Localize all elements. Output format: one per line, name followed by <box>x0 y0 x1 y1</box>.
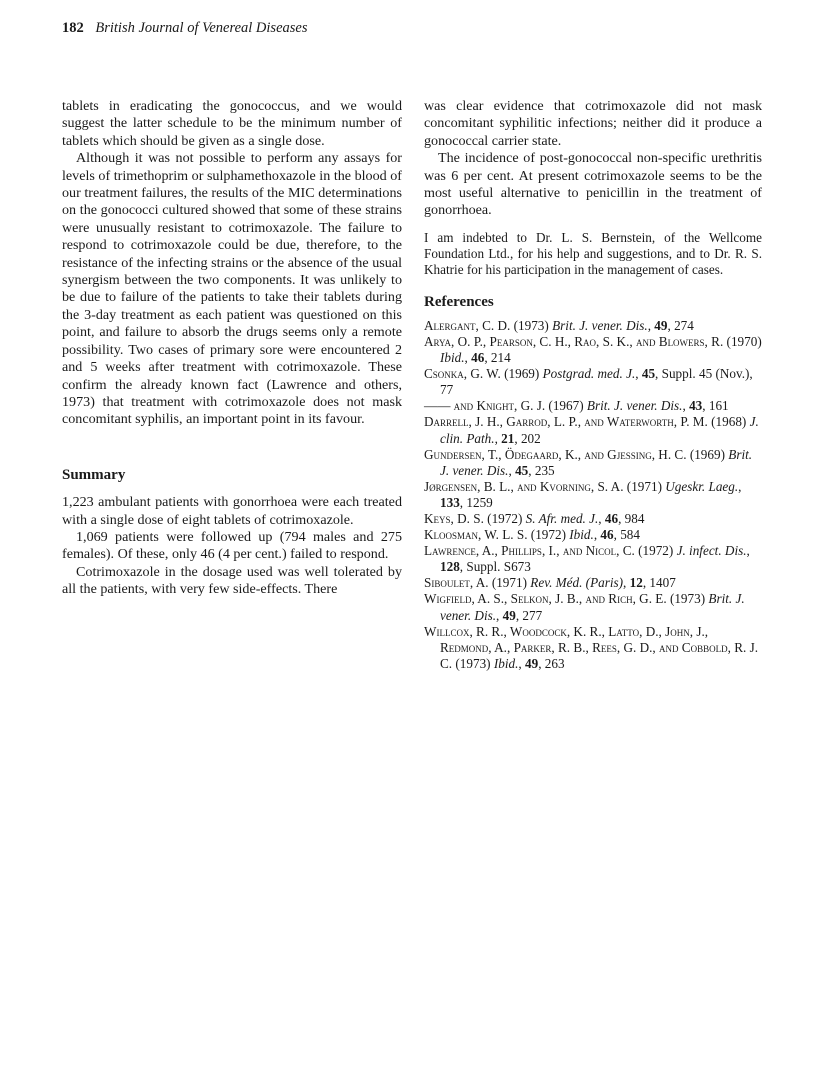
reference-item: Wigfield, A. S., Selkon, J. B., and Rich, G. E. (1973) Brit. J. vener. Dis., 49, 277 <box>424 591 745 623</box>
reference-year: (1973) <box>510 317 553 333</box>
reference-journal: Rev. Méd. (Paris) <box>530 575 624 591</box>
reference-authors: Csonka, G. W. <box>424 366 501 382</box>
reference-volume: 12 <box>629 575 643 591</box>
reference-volume: 46 <box>600 527 614 543</box>
reference-pages: , Suppl. 45 (Nov.), 77 <box>440 366 753 398</box>
reference-item: Lawrence, A., Phillips, I., and Nicol, C. (1972) J. infect. Dis., 128, Suppl. S673 <box>424 543 750 575</box>
summary-heading: Summary <box>62 466 126 483</box>
reference-year: (1972) <box>483 510 526 526</box>
reference-volume: 128 <box>440 559 460 575</box>
reference-volume: 45 <box>641 366 656 382</box>
reference-authors: Keys, D. S. <box>424 510 484 526</box>
page-number: 182 <box>62 20 84 36</box>
reference-item: Siboulet, A. (1971) Rev. Méd. (Paris), 12, 1407 <box>424 575 676 591</box>
reference-pages: , 202 <box>514 430 541 446</box>
reference-authors: Lawrence, A., Phillips, I., and Nicol, C. <box>424 543 635 559</box>
reference-volume: 133 <box>440 494 460 510</box>
reference-pages: , 1259 <box>459 494 493 510</box>
acknowledgements: I am indebted to Dr. L. S. Bernstein, of the Wellcome Foundation Ltd., for his help and suggestions, and to Dr. R. S. Khatrie for his participation in the management of cases. <box>424 229 762 278</box>
reference-pages: , 277 <box>515 607 543 623</box>
reference-authors: Wigfield, A. S., Selkon, J. B., and Rich, G. E. <box>424 591 667 607</box>
reference-authors: Gundersen, T., Ödegaard, K., and Gjessing, H. C. <box>424 446 687 462</box>
reference-year: (1972) <box>634 543 677 559</box>
references-list <box>424 318 762 672</box>
reference-volume: 49 <box>525 655 539 671</box>
reference-journal: J. clin. Path. <box>440 414 759 446</box>
reference-item: Kloosman, W. L. S. (1972) Ibid., 46, 584 <box>424 527 640 543</box>
reference-pages: , 274 <box>667 317 694 333</box>
reference-year: (1969) <box>686 446 729 462</box>
summary-paragraph: 1,069 patients were followed up (794 males and 275 females). Of these, only 46 (4 per cent.) failed to respond. <box>62 528 402 563</box>
reference-authors: Kloosman, W. L. S. <box>424 527 528 543</box>
reference-authors: Darrell, J. H., Garrod, L. P., and Waterworth, P. M. <box>424 414 708 430</box>
reference-journal: S. Afr. med. J. <box>525 510 599 526</box>
reference-pages: , 1407 <box>642 575 676 591</box>
reference-journal: Ugeskr. Laeg. <box>665 478 739 494</box>
reference-volume: 46 <box>471 350 485 366</box>
reference-authors: Jørgensen, B. L., and Kvorning, S. A. <box>424 478 624 494</box>
reference-item: Alergant, C. D. (1973) Brit. J. vener. Dis., 49, 274 <box>424 317 694 333</box>
reference-pages: , 263 <box>538 655 565 671</box>
reference-pages: , 235 <box>528 462 555 478</box>
reference-authors: Alergant, C. D. <box>424 317 511 333</box>
reference-year: (1967) <box>545 398 587 414</box>
reference-year: (1971) <box>488 575 531 591</box>
reference-pages: , 584 <box>613 527 640 543</box>
summary-paragraph: 1,223 ambulant patients with gonorrhoea were each treated with a single dose of eight tablets of cotrimoxazole. <box>62 494 402 528</box>
summary-paragraph: The incidence of post-gonococcal non-specific urethritis was 6 per cent. At present cotrimoxazole seems to be the most useful alternative to penicillin in the treatment of gonorrhoea. <box>424 150 762 219</box>
reference-journal: Brit. J. vener. Dis. <box>586 398 683 414</box>
reference-item: Csonka, G. W. (1969) Postgrad. med. J., 45, Suppl. 45 (Nov.), 77 <box>424 366 753 398</box>
reference-authors: Willcox, R. R., Woodcock, K. R., Latto, D., John, J., Redmond, A., Parker, R. B., Rees, G. D., and Cobbold, R. J. C. <box>424 623 759 671</box>
left-column <box>62 98 402 599</box>
reference-volume: 45 <box>515 462 529 478</box>
reference-item: Jørgensen, B. L., and Kvorning, S. A. (1971) Ugeskr. Laeg., 133, 1259 <box>424 478 742 510</box>
reference-item: Gundersen, T., Ödegaard, K., and Gjessing, H. C. (1969) Brit. J. vener. Dis., 45, 235 <box>424 446 753 478</box>
body-paragraph: tablets in eradicating the gonococcus, and we would suggest the latter schedule to be the minimum number of tablets which should be given as a single dose. <box>62 98 402 149</box>
reference-journal: Brit. J. vener. Dis. <box>552 317 648 333</box>
reference-year: (1972) <box>527 527 570 543</box>
reference-journal: Brit. J. vener. Dis. <box>440 591 745 623</box>
reference-volume: 46 <box>604 510 619 526</box>
reference-item: Darrell, J. H., Garrod, L. P., and Waterworth, P. M. (1968) J. clin. Path., 21, 202 <box>424 414 759 446</box>
references-heading: References <box>424 294 494 311</box>
reference-item: Keys, D. S. (1972) S. Afr. med. J., 46, 984 <box>424 510 645 526</box>
reference-journal: Ibid. <box>569 527 594 543</box>
reference-volume: 49 <box>654 317 668 333</box>
reference-pages: , 984 <box>618 510 645 526</box>
journal-title: British Journal of Venereal Diseases <box>95 20 308 36</box>
reference-year: (1973) <box>666 591 709 607</box>
running-head <box>62 20 307 37</box>
reference-authors: Arya, O. P., Pearson, C. H., Rao, S. K., and Blowers, R. <box>424 333 724 349</box>
reference-year: (1969) <box>500 366 543 382</box>
reference-pages: , 214 <box>484 350 511 366</box>
reference-item: —— and Knight, G. J. (1967) Brit. J. vener. Dis., 43, 161 <box>424 398 729 414</box>
reference-volume: 43 <box>689 398 703 414</box>
reference-item: Willcox, R. R., Woodcock, K. R., Latto, D., John, J., Redmond, A., Parker, R. B., Rees, G. D., and Cobbold, R. J. C. (1973) Ibid., 49, 263 <box>424 623 759 671</box>
reference-item: Arya, O. P., Pearson, C. H., Rao, S. K., and Blowers, R. (1970) Ibid., 46, 214 <box>424 333 762 366</box>
right-column <box>424 98 762 672</box>
reference-authors: Siboulet, A. <box>424 575 489 591</box>
reference-journal: J. infect. Dis. <box>676 543 747 559</box>
summary-paragraph: was clear evidence that cotrimoxazole did not mask concomitant syphilitic infections; neither did it produce a gonococcal carrier state. <box>424 98 762 149</box>
reference-journal: Postgrad. med. J. <box>542 366 636 382</box>
reference-year: (1971) <box>623 478 666 494</box>
reference-journal: Ibid. <box>493 655 519 671</box>
reference-journal: Brit. J. vener. Dis. <box>440 446 753 478</box>
reference-volume: 49 <box>502 607 516 623</box>
reference-year: (1973) <box>452 655 494 671</box>
body-paragraph: Although it was not possible to perform any assays for levels of trimethoprim or sulphamethoxazole in the blood of our treatment failures, the results of the MIC determinations on the gonococci cultured showed that some of these strains were unusually resistant to cotrimoxazole. The failure to respond to cotrimoxazole could be due, therefore, to the resistance of the infecting strains or the absence of the usual synergism between the two components. It was unlikely to be due to failure of the patients to take their tablets during the 3-day treatment as each patient was questioned on this point, and failure to absorb the drugs seems only a remote possibility. Two cases of primary sore were encountered 2 and 5 weeks after treatment with cotrimoxazole. These confirm the already known fact (Lawrence and others, 1973) that treatment with cotrimoxazole does not mask concomitant syphilis, an important point in its favour. <box>62 150 402 428</box>
reference-year: (1968) <box>707 414 750 430</box>
reference-authors: —— and Knight, G. J. <box>424 398 546 414</box>
summary-paragraph: Cotrimoxazole in the dosage used was well tolerated by all the patients, with very few side-effects. There <box>62 563 402 598</box>
reference-journal: Ibid. <box>440 350 465 366</box>
reference-year: (1970) <box>723 333 762 349</box>
reference-volume: 21 <box>501 430 515 446</box>
reference-pages: , 161 <box>702 398 729 414</box>
reference-pages: , Suppl. S673 <box>459 559 531 575</box>
